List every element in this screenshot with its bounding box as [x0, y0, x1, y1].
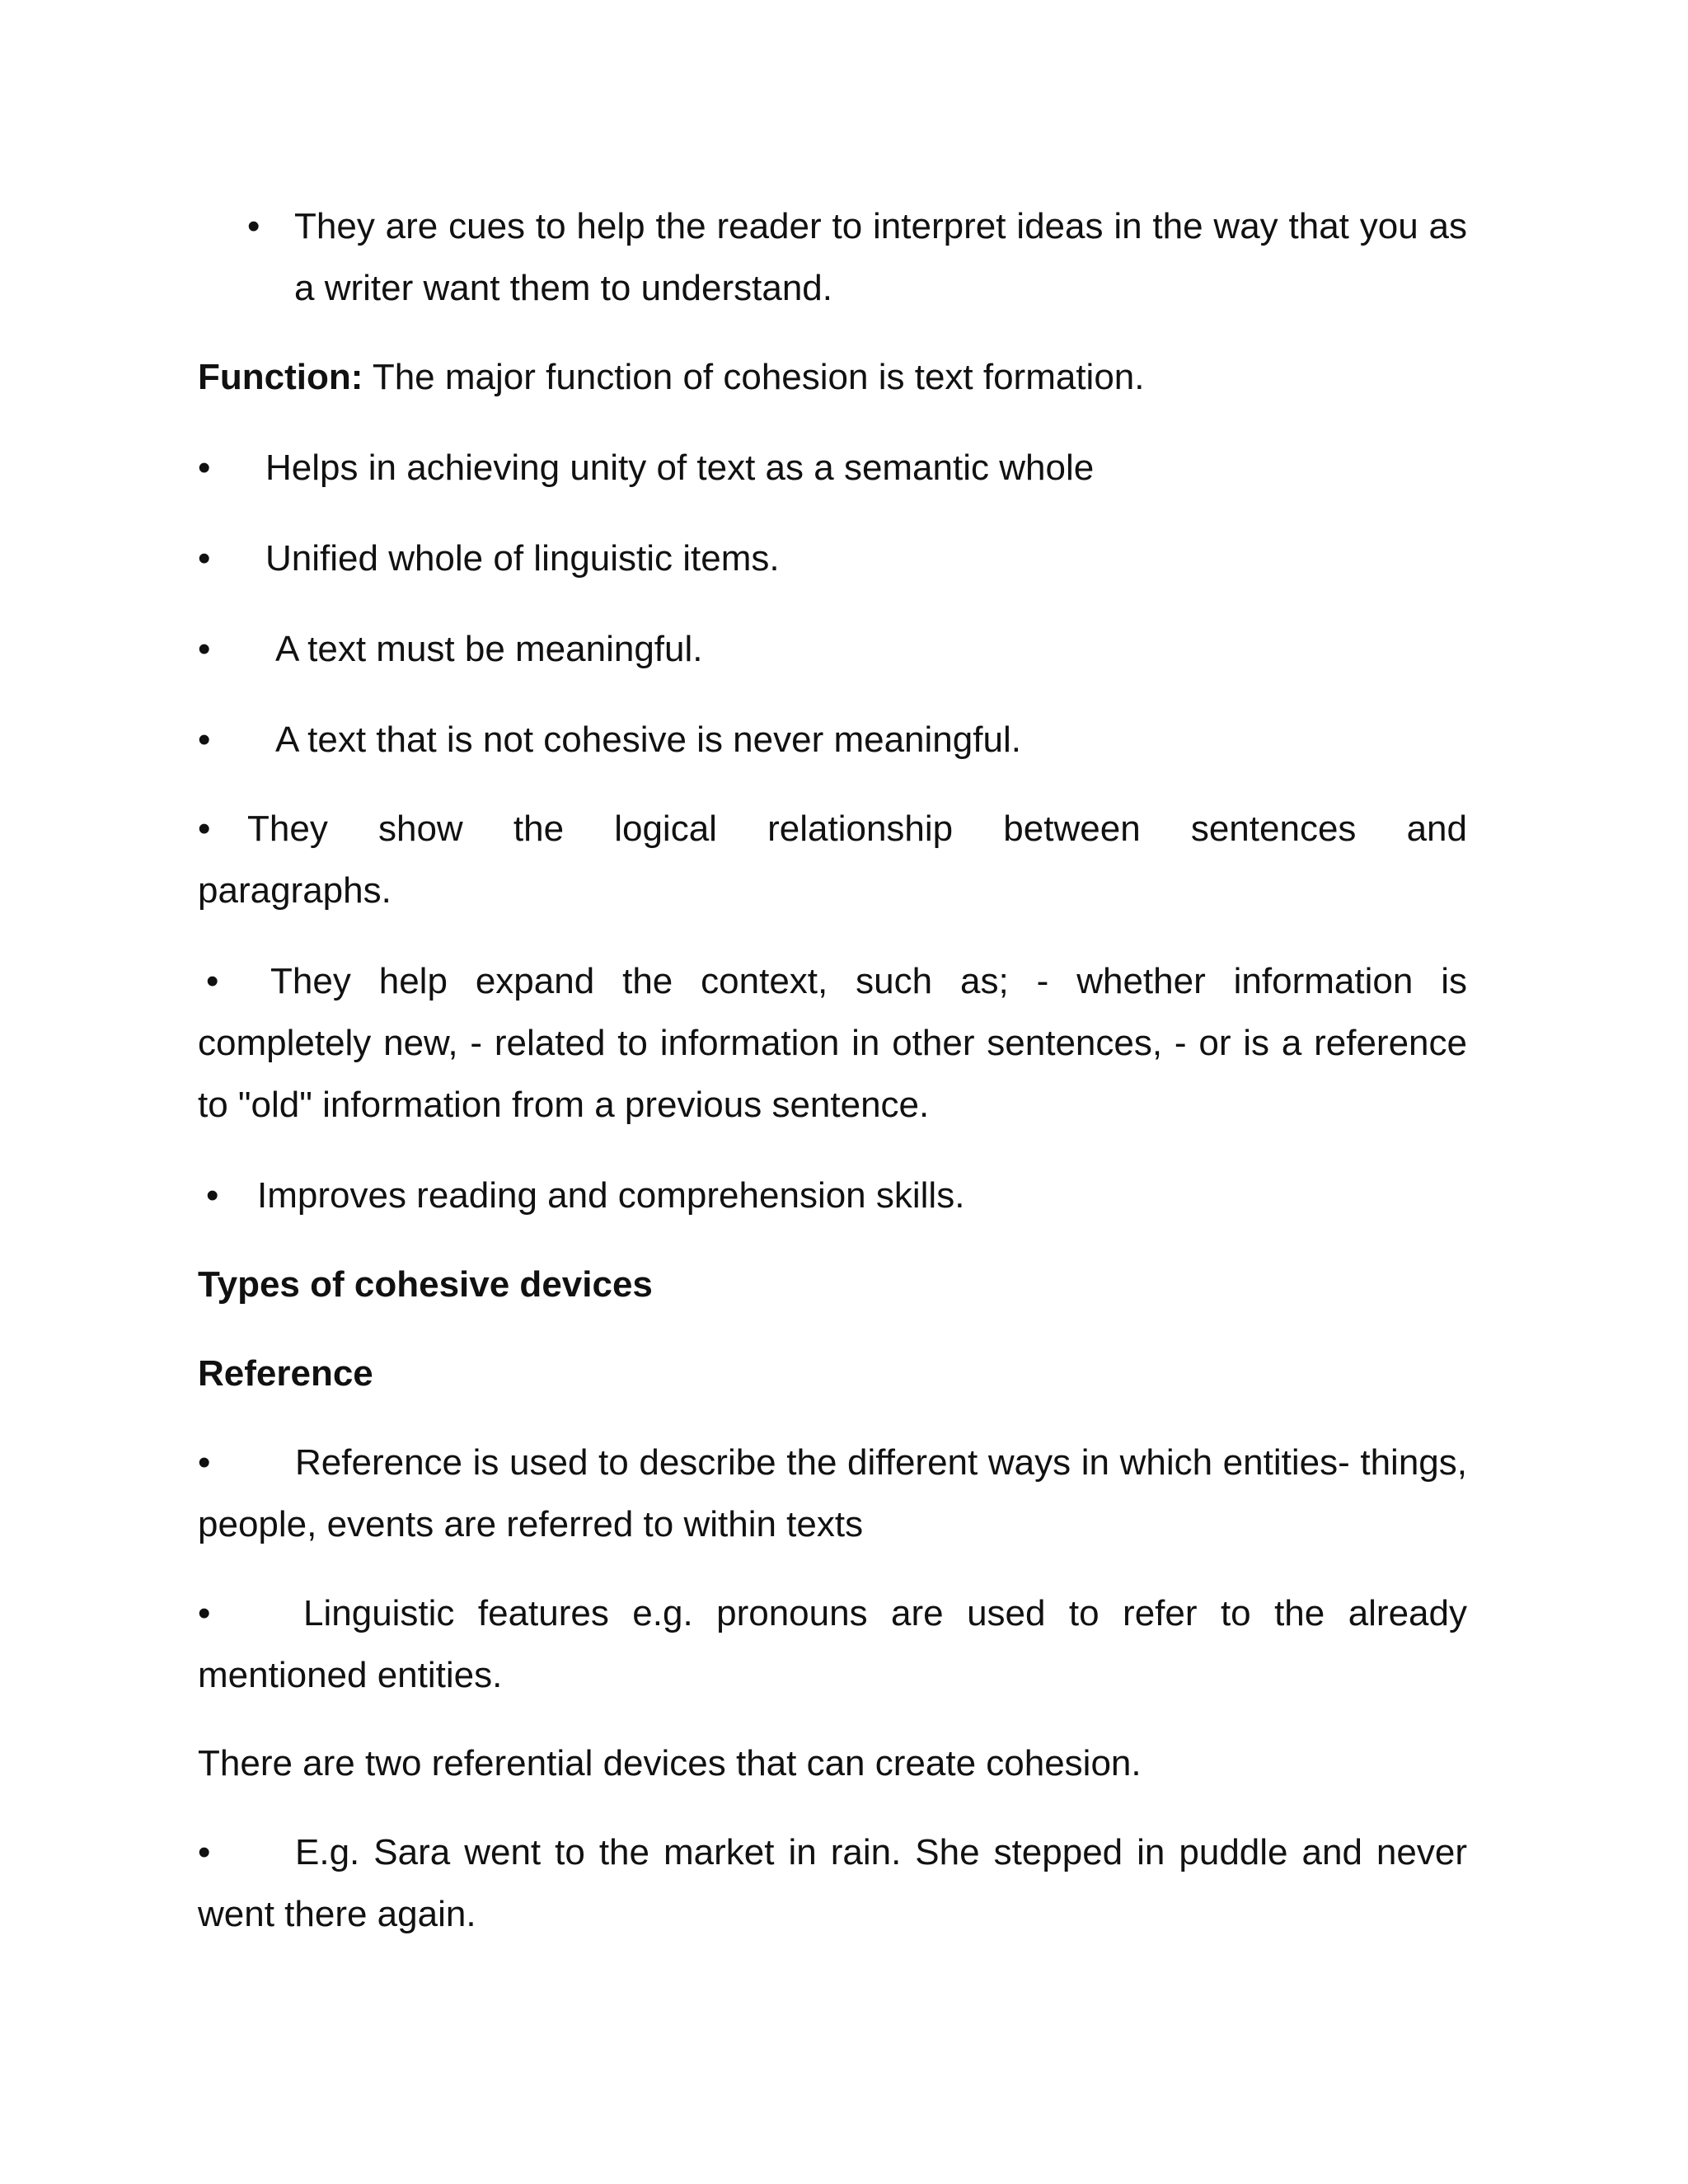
function-text: The major function of cohesion is text formation.	[363, 357, 1145, 397]
subsection-heading: Reference	[198, 1353, 373, 1394]
list-item-text: Improves reading and comprehension skills.	[257, 1175, 965, 1216]
list-item-text: Linguistic features e.g. pronouns are used to refer to the already mentioned entities.	[198, 1593, 1467, 1695]
list-item	[198, 1582, 1467, 1706]
paragraph-cues: They are cues to help the reader to interpret ideas in the way that you as a writer want them to understand.	[294, 206, 1467, 308]
function-paragraph	[198, 346, 1467, 408]
bullet-marker: •	[198, 808, 211, 849]
list-item-text: E.g. Sara went to the market in rain. She stepped in puddle and never went there again.	[198, 1832, 1467, 1934]
bullet-marker: •	[198, 538, 211, 579]
function-label: Function:	[198, 357, 363, 397]
section-heading: Types of cohesive devices	[198, 1264, 653, 1305]
list-item	[198, 1821, 1467, 1945]
list-item	[198, 618, 1467, 680]
list-item	[198, 950, 1467, 1136]
bullet-marker: •	[198, 448, 211, 488]
list-item	[198, 709, 1467, 771]
list-item	[198, 1165, 1467, 1226]
list-item-text: They show the logical relationship between sentences and paragraphs.	[198, 808, 1467, 911]
bullet-marker: •	[206, 1175, 219, 1216]
list-item-text: Helps in achieving unity of text as a semantic whole	[265, 448, 1095, 488]
bullet-marker: •	[247, 206, 260, 246]
list-item-text: Reference is used to describe the different ways in which entities- things, people, events are referred to within texts	[198, 1442, 1467, 1544]
bullet-marker: •	[198, 719, 211, 760]
list-item	[198, 798, 1467, 921]
list-item	[198, 437, 1467, 499]
list-item	[198, 1432, 1467, 1555]
bullet-marker: •	[198, 1593, 211, 1633]
list-item-text: They help expand the context, such as; - whether information is completely new, - related to information in other sentences, - or is a reference to "old" information from a previous sentence.	[198, 961, 1467, 1125]
list-item-text: Unified whole of linguistic items.	[265, 538, 780, 579]
list-item-text: A text that is not cohesive is never meaningful.	[275, 719, 1021, 760]
list-item	[198, 527, 1467, 589]
list-item-text: A text must be meaningful.	[275, 629, 703, 669]
bullet-marker: •	[198, 1832, 211, 1872]
bullet-marker: •	[206, 961, 219, 1001]
bullet-marker: •	[198, 1442, 211, 1483]
bullet-marker: •	[198, 629, 211, 669]
paragraph-two-devices: There are two referential devices that can create cohesion.	[198, 1743, 1142, 1783]
